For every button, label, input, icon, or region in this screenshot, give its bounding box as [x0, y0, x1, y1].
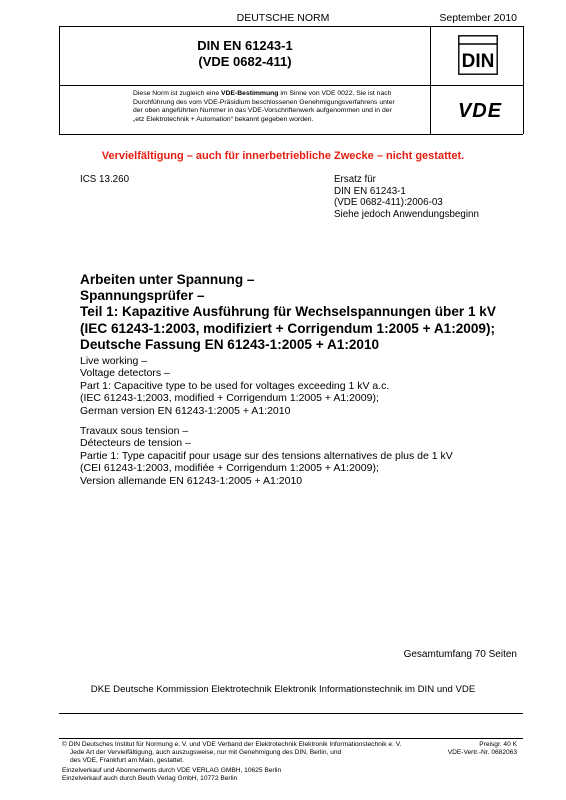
copyright-notice — [62, 741, 422, 765]
document-number-vde: (VDE 0682-411) — [198, 54, 292, 69]
vde-notice-line2: Durchführung des vom VDE-Präsidium beschlossenen Genehmigungsverfahrens unter — [133, 98, 395, 106]
title-french-line5: Version allemande EN 61243-1:2005 + A1:2010 — [80, 474, 303, 487]
document-number-din: DIN EN 61243-1 — [197, 38, 293, 53]
title-french-line3: Partie 1: Type capacitif pour usage sur des tensions alternatives de plus de 1 kV — [80, 449, 453, 462]
title-english-line4: (IEC 61243-1:2003, modified + Corrigendum 1:2005 + A1:2009); — [80, 392, 379, 405]
document-number — [60, 38, 430, 70]
copyright-line3: des VDE, Frankfurt am Main, gestattet. — [70, 756, 184, 764]
copyright-line1: © DIN Deutsches Institut für Normung e. V. und VDE Verband der Elektrotechnik Elektronik Informationstechnik e. V. — [62, 741, 402, 748]
replacement-line4: Siehe jedoch Anwendungsbeginn — [334, 209, 479, 221]
title-german-line5: Deutsche Fassung EN 61243-1:2005 + A1:2010 — [80, 336, 380, 352]
vde-notice-line1-bold: VDE-Bestimmung — [221, 90, 279, 97]
box-border-right — [523, 26, 524, 134]
footer-rule — [59, 713, 523, 714]
footer-rule-lower — [59, 738, 523, 739]
vde-notice-line4: „etz Elektrotechnik + Automation“ bekannt gegeben worden. — [133, 115, 314, 123]
title-english-line1: Live working – — [80, 355, 148, 367]
reproduction-warning: Vervielfältigung – auch für innerbetriebliche Zwecke – nicht gestattet. — [101, 150, 465, 162]
title-french — [80, 425, 540, 487]
din-logo-text: DIN — [461, 51, 495, 72]
header-rule — [59, 26, 523, 27]
title-french-line4: (CEI 61243-1:2003, modifiée + Corrigendum 1:2005 + A1:2009); — [80, 462, 379, 475]
ics-code: ICS 13.260 — [80, 174, 130, 185]
sales-line2: Einzelverkauf auch durch Beuth Verlag GmbH, 10772 Berlin — [62, 775, 238, 783]
vde-notice-line1-pre: Diese Norm ist zugleich eine — [133, 90, 222, 97]
title-german-line3: Teil 1: Kapazitive Ausführung für Wechselspannungen über 1 kV — [80, 304, 496, 320]
box-divider — [430, 26, 431, 134]
title-german-line2: Spannungsprüfer – — [80, 288, 205, 304]
vde-logo — [448, 99, 512, 121]
replacement-info — [334, 174, 479, 221]
vde-sales-number: VDE-Vertr.-Nr. 0682063 — [447, 748, 517, 756]
sales-info — [62, 767, 281, 784]
din-logo — [458, 35, 498, 75]
title-german — [80, 272, 540, 353]
title-english-line3: Part 1: Capacitive type to be used for voltages exceeding 1 kV a.c. — [80, 379, 390, 392]
vde-logo-text: VDE — [457, 100, 503, 121]
vde-notice — [133, 90, 423, 124]
title-english-line2: Voltage detectors – — [80, 367, 170, 380]
norm-type-header: DEUTSCHE NORM — [236, 12, 330, 24]
vde-notice-line1 — [133, 90, 423, 99]
title-english — [80, 355, 540, 417]
total-pages: Gesamtumfang 70 Seiten — [403, 649, 517, 660]
vde-notice-line1-post: im Sinne von VDE 0022. Sie ist nach — [278, 90, 392, 97]
title-french-line1: Travaux sous tension – — [80, 425, 189, 437]
publication-date: September 2010 — [439, 12, 517, 24]
box-row-divider — [59, 85, 523, 86]
title-english-line5: German version EN 61243-1:2005 + A1:2010 — [80, 404, 291, 417]
title-french-line2: Détecteurs de tension – — [80, 437, 191, 450]
replacement-line1: Ersatz für — [334, 174, 376, 185]
dke-line: DKE Deutsche Kommission Elektrotechnik Elektronik Informationstechnik im DIN und VDE — [90, 684, 476, 695]
replacement-line2: DIN EN 61243-1 — [334, 185, 406, 197]
title-german-line4: (IEC 61243-1:2003, modifiziert + Corrigendum 1:2005 + A1:2009); — [80, 320, 496, 336]
replacement-line3: (VDE 0682-411):2006-03 — [334, 197, 443, 209]
sales-line1: Einzelverkauf und Abonnements durch VDE VERLAG GMBH, 10625 Berlin — [62, 767, 282, 774]
price-info — [448, 741, 517, 757]
copyright-line2: Jede Art der Vervielfältigung, auch auszugsweise, nur mit Genehmigung des DIN, Berlin, und — [70, 748, 342, 756]
title-german-line1: Arbeiten unter Spannung – — [80, 272, 255, 287]
box-border-bottom — [59, 134, 523, 135]
vde-notice-line3: der oben angeführten Nummer in das VDE-Vorschriftenwerk aufgenommen und in der — [133, 107, 392, 115]
price-group: Preisgr. 40 K — [479, 741, 517, 748]
